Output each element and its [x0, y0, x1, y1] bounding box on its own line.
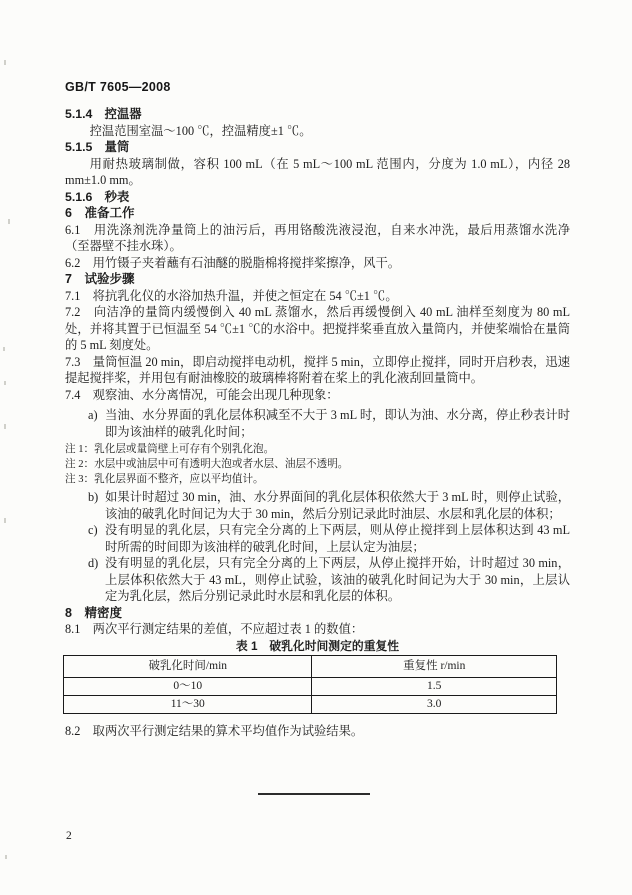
heading-5-1-5: 5.1.5 量筒 — [65, 140, 130, 154]
page-number: 2 — [66, 830, 72, 842]
list-item-d — [65, 555, 570, 605]
list-item-b-label: b) — [88, 490, 99, 504]
para-5-1-5: 用耐热玻璃制做，容积 100 mL（在 5 mL～100 mL 范围内，分度为 1.0 mL），内径 28 mm±1.0 mm。 — [65, 156, 570, 187]
list-item-a — [65, 407, 570, 440]
table-row — [64, 678, 557, 696]
list-item-d-text: 没有明显的乳化层，只有完全分离的上下两层，从停止搅拌开始，计时超过 30 min，上层体积依然大于 43 mL，则停止试验，该油的破乳化时间记为大于 30 min，上层认定为乳化层，然后分别记录此时水层和乳化层的体积。 — [105, 556, 570, 603]
document-content — [65, 106, 570, 740]
table-cell-repeatability-2: 3.0 — [312, 696, 557, 714]
list-item-c — [65, 522, 570, 555]
para-6-2: 6.2 用竹镊子夹着蘸有石油醚的脱脂棉将搅拌桨擦净，风干。 — [65, 255, 401, 270]
list-item-a-text: 当油、水分界面的乳化层体积减至不大于 3 mL 时，即认为油、水分离，停止秒表计时即为该油样的破乳化时间； — [105, 408, 570, 439]
heading-5-1-4: 5.1.4 控温器 — [65, 107, 142, 121]
para-7-2: 7.2 向洁净的量筒内缓慢倒入 40 mL 蒸馏水，然后再缓慢倒入 40 mL 油样至刻度为 80 mL 处，并将其置于已恒温至 54 ℃±1 ℃的水浴中。把搅拌桨垂直放入量筒内，并使桨端恰在量筒的 5 mL 刻度处。 — [65, 305, 570, 352]
note-3: 注 3：乳化层界面不整齐，应以平均值计。 — [65, 474, 264, 485]
para-8-1: 8.1 两次平行测定结果的差值，不应超过表 1 的数值： — [65, 622, 364, 636]
heading-6: 6 准备工作 — [65, 206, 135, 220]
table-header-row — [64, 656, 557, 678]
scan-artifact-mark — [4, 381, 6, 385]
table-col-demulsification-time: 破乳化时间/min — [64, 656, 312, 678]
phenomena-list — [65, 407, 570, 605]
para-8-2: 8.2 取两次平行测定结果的算术平均值作为试验结果。 — [65, 724, 364, 738]
scan-artifact-mark — [8, 219, 10, 224]
para-5-1-4: 控温范围室温～100 ℃，控温精度±1 ℃。 — [89, 123, 312, 138]
standard-code: GB/T 7605—2008 — [65, 80, 171, 94]
list-item-b — [65, 489, 570, 522]
heading-8: 8 精密度 — [65, 605, 122, 620]
table-cell-repeatability-1: 1.5 — [312, 678, 557, 696]
repeatability-table — [63, 655, 557, 714]
heading-5-1-6: 5.1.6 秒表 — [65, 189, 130, 204]
para-7-1: 7.1 将抗乳化仪的水浴加热升温，并使之恒定在 54 ℃±1 ℃。 — [65, 288, 398, 303]
scan-artifact-mark — [4, 424, 6, 429]
note-2: 注 2：水层中或油层中可有透明大泡或者水层、油层不透明。 — [65, 459, 349, 470]
list-item-c-text: 没有明显的乳化层，只有完全分离的上下两层，则从停止搅拌到上层体积达到 43 mL 时所需的时间即为该油样的破乳化时间，上层认定为油层； — [105, 523, 570, 554]
end-of-document-rule — [258, 793, 370, 795]
para-7-3: 7.3 量筒恒温 20 min，即启动搅拌电动机，搅拌 5 min，立即停止搅拌，同时开启秒表，迅速提起搅拌桨，并用包有耐油橡胶的玻璃棒将附着在桨上的乳化液刮回量筒中。 — [65, 354, 570, 385]
table-cell-time-range-1: 0～10 — [64, 678, 312, 696]
scan-artifact-mark — [3, 347, 5, 351]
para-7-4: 7.4 观察油、水分离情况，可能会出现几种现象： — [65, 387, 339, 402]
note-1: 注 1：乳化层或量筒壁上可存有个别乳化泡。 — [65, 444, 275, 455]
scan-artifact-mark — [5, 855, 7, 859]
heading-7: 7 试验步骤 — [65, 272, 135, 286]
list-item-a-label: a) — [88, 408, 98, 422]
scan-artifact-mark — [4, 60, 6, 65]
scan-artifact-mark — [4, 518, 6, 523]
list-item-d-label: d) — [88, 556, 99, 570]
table-cell-time-range-2: 11～30 — [64, 696, 312, 714]
table-col-repeatability: 重复性 r/min — [312, 656, 557, 678]
notes-block — [65, 442, 570, 487]
table-1-caption: 表 1 破乳化时间测定的重复性 — [235, 638, 400, 653]
table-row — [64, 696, 557, 714]
list-item-b-text: 如果计时超过 30 min，油、水分界面间的乳化层体积依然大于 3 mL 时，则停止试验，该油的破乳化时间记为大于 30 min，然后分别记录此时油层、水层和乳化层的体积； — [105, 490, 570, 521]
para-6-1: 6.1 用洗涤剂洗净量筒上的油污后，再用铬酸洗液浸泡，自来水冲洗，最后用蒸馏水洗净（至器壁不挂水珠）。 — [65, 222, 570, 253]
list-item-c-label: c) — [88, 523, 98, 537]
